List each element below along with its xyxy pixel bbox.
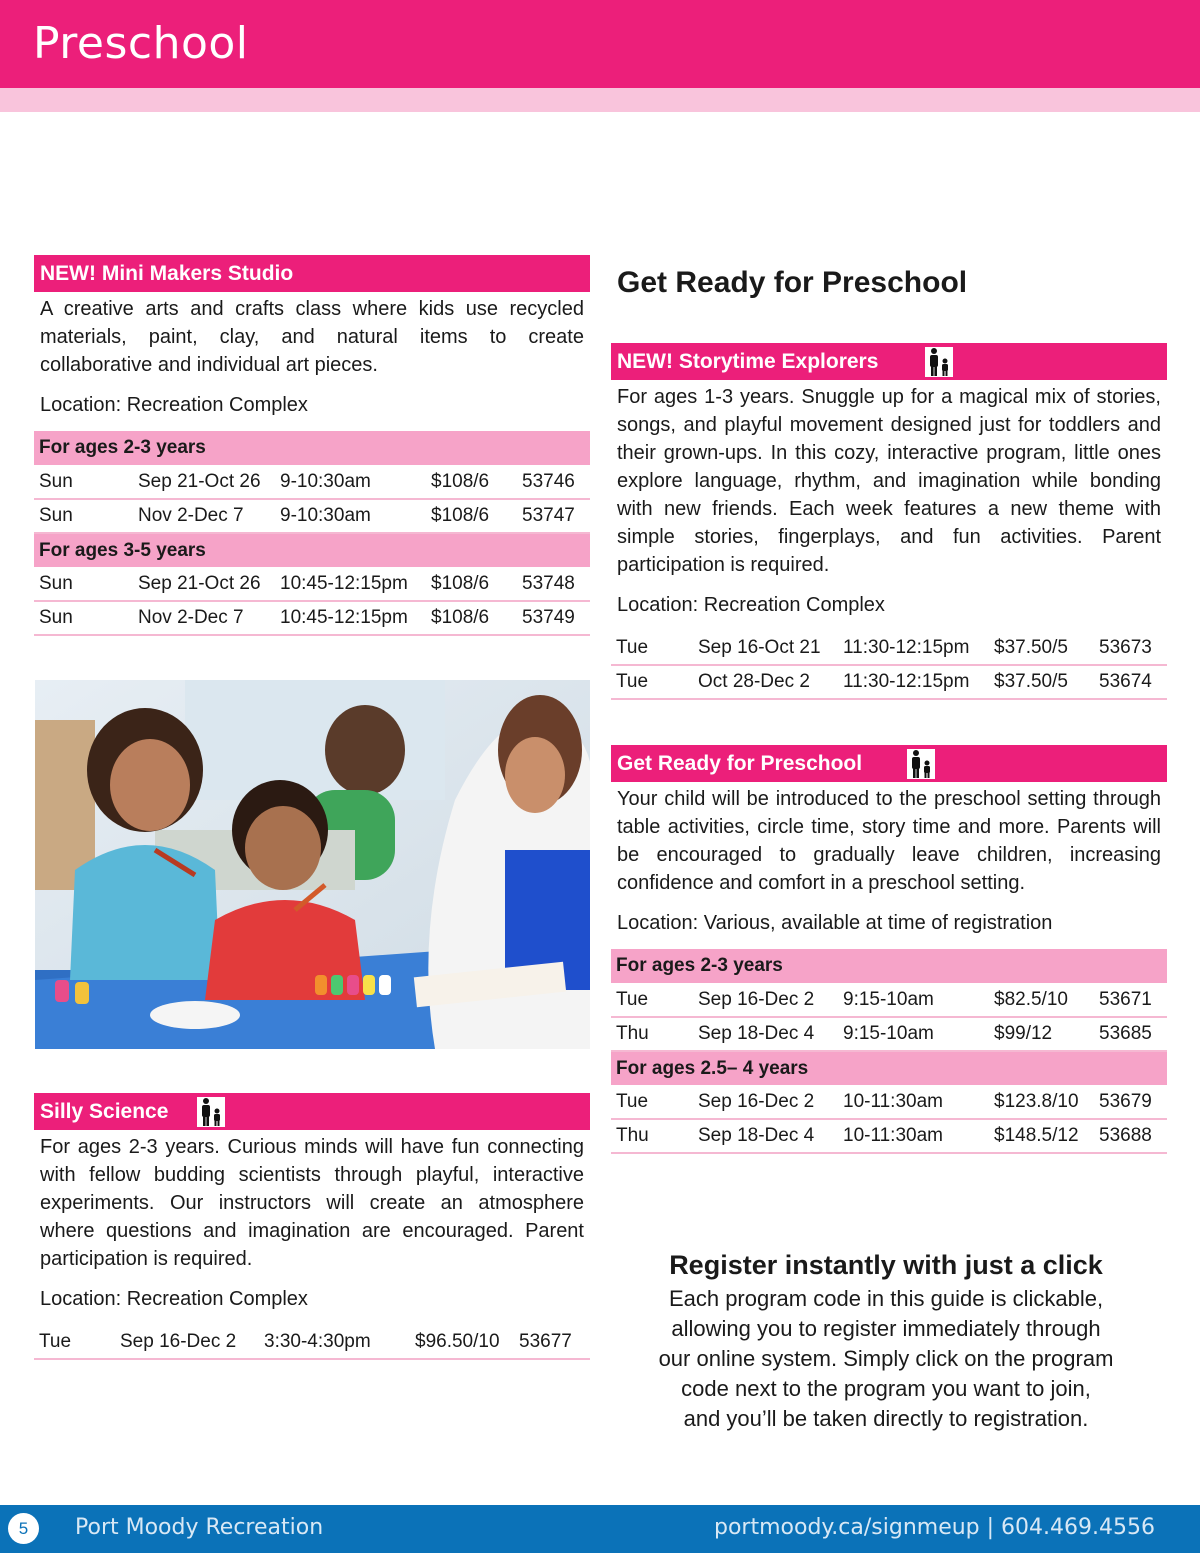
register-line: allowing you to register immediately through	[671, 1316, 1101, 1341]
time: 9-10:30am	[275, 499, 426, 533]
program-description: For ages 2-3 years. Curious minds will have fun connecting with fellow budding scientists through playful, interactive experiments. Our instructors will create an atmosphere where questions and imagination are encouraged. Parent participation is required.	[40, 1136, 584, 1270]
program-title-storytime	[611, 343, 1167, 380]
day: Sun	[34, 567, 133, 601]
program-description: Your child will be introduced to the preschool setting through table activities, circle time, story time and more. Parents will be encouraged to gradually leave children, increasing confidence and comfort in a preschool setting.	[617, 788, 1161, 894]
schedule-table-get-ready	[611, 949, 1167, 1154]
left-column	[34, 255, 590, 636]
program-title-text: Get Ready for Preschool	[617, 752, 863, 775]
day: Tue	[611, 983, 693, 1017]
dates: Oct 28-Dec 2	[693, 665, 838, 699]
table-row	[34, 465, 590, 499]
program-code-link[interactable]: 53746	[517, 465, 590, 499]
fee: $96.50/10	[410, 1325, 514, 1359]
register-title: Register instantly with just a click	[669, 1250, 1103, 1280]
day: Sun	[34, 601, 133, 635]
fee: $108/6	[426, 567, 517, 601]
program-code-link[interactable]: 53748	[517, 567, 590, 601]
fee: $108/6	[426, 499, 517, 533]
silly-science-section	[34, 1093, 590, 1360]
fee: $37.50/5	[989, 631, 1094, 665]
register-body	[612, 1284, 1160, 1434]
time: 9-10:30am	[275, 465, 426, 499]
classroom-photo	[35, 680, 590, 1049]
time: 10:45-12:15pm	[275, 601, 426, 635]
fee: $37.50/5	[989, 665, 1094, 699]
age-group-label: For ages 3-5 years	[34, 533, 590, 567]
table-row	[611, 631, 1167, 665]
section-title: Get Ready for Preschool	[617, 266, 968, 299]
register-line: code next to the program you want to join,	[681, 1376, 1091, 1401]
fee: $108/6	[426, 601, 517, 635]
time: 9:15-10am	[838, 983, 989, 1017]
day: Sun	[34, 465, 133, 499]
program-code-link[interactable]: 53747	[517, 499, 590, 533]
parent-participation-icon	[197, 1097, 225, 1127]
day: Tue	[611, 1085, 693, 1119]
dates: Sep 21-Oct 26	[133, 567, 275, 601]
dates: Nov 2-Dec 7	[133, 601, 275, 635]
table-row	[34, 1325, 590, 1359]
day: Tue	[611, 631, 693, 665]
program-title-text: NEW! Storytime Explorers	[617, 350, 879, 373]
register-line: our online system. Simply click on the program	[658, 1346, 1114, 1371]
program-code-link[interactable]: 53671	[1094, 983, 1167, 1017]
program-code-link[interactable]: 53685	[1094, 1017, 1167, 1051]
program-location: Location: Recreation Complex	[40, 394, 308, 416]
table-row	[34, 567, 590, 601]
schedule-table-storytime	[611, 631, 1167, 700]
time: 3:30-4:30pm	[259, 1325, 410, 1359]
day: Tue	[34, 1325, 115, 1359]
dates: Nov 2-Dec 7	[133, 499, 275, 533]
header-band	[0, 88, 1200, 112]
page-number: 5	[8, 1513, 39, 1544]
footer-org-name: Port Moody Recreation	[75, 1515, 324, 1540]
fee: $108/6	[426, 465, 517, 499]
dates: Sep 16-Dec 2	[693, 983, 838, 1017]
schedule-table-silly-science	[34, 1325, 590, 1360]
program-code-link[interactable]: 53674	[1094, 665, 1167, 699]
dates: Sep 18-Dec 4	[693, 1119, 838, 1153]
dates: Sep 16-Oct 21	[693, 631, 838, 665]
program-title-get-ready	[611, 745, 1167, 782]
dates: Sep 18-Dec 4	[693, 1017, 838, 1051]
table-row	[611, 1119, 1167, 1153]
dates: Sep 16-Dec 2	[693, 1085, 838, 1119]
register-info	[612, 1248, 1160, 1434]
program-code-link[interactable]: 53688	[1094, 1119, 1167, 1153]
time: 10-11:30am	[838, 1085, 989, 1119]
age-group-label: For ages 2.5– 4 years	[611, 1051, 1167, 1085]
time: 11:30-12:15pm	[838, 665, 989, 699]
table-row	[611, 665, 1167, 699]
day: Sun	[34, 499, 133, 533]
dates: Sep 21-Oct 26	[133, 465, 275, 499]
fee: $123.8/10	[989, 1085, 1094, 1119]
program-location: Location: Various, available at time of registration	[617, 912, 1053, 934]
day: Thu	[611, 1119, 693, 1153]
table-row	[611, 983, 1167, 1017]
time: 11:30-12:15pm	[838, 631, 989, 665]
get-ready-section	[611, 745, 1167, 1154]
age-group-label: For ages 2-3 years	[34, 431, 590, 465]
day: Thu	[611, 1017, 693, 1051]
schedule-table-mini-makers	[34, 431, 590, 636]
table-row	[34, 499, 590, 533]
time: 9:15-10am	[838, 1017, 989, 1051]
table-row	[34, 601, 590, 635]
register-line: Each program code in this guide is clickable,	[668, 1286, 1104, 1311]
footer-contact-link[interactable]: portmoody.ca/signmeup | 604.469.4556	[714, 1515, 1155, 1540]
table-row	[611, 1017, 1167, 1051]
parent-participation-icon	[925, 347, 953, 377]
time: 10:45-12:15pm	[275, 567, 426, 601]
parent-participation-icon	[907, 749, 935, 779]
time: 10-11:30am	[838, 1119, 989, 1153]
program-description: For ages 1-3 years. Snuggle up for a magical mix of stories, songs, and playful movement designed just for toddlers and their grown-ups. In this cozy, interactive program, little ones explore language, rhythm, and imagination while bonding with new friends. Each week features a new theme with simple stories, fingerplays, and fun activities. Parent participation is required.	[617, 386, 1161, 576]
age-group-row	[611, 949, 1167, 983]
age-group-row	[34, 533, 590, 567]
program-description: A creative arts and crafts class where kids use recycled materials, paint, clay, and natural items to create collaborative and individual art pieces.	[40, 298, 584, 376]
program-title-mini-makers: NEW! Mini Makers Studio	[34, 255, 590, 292]
program-code-link[interactable]: 53679	[1094, 1085, 1167, 1119]
age-group-row	[611, 1051, 1167, 1085]
storytime-section	[611, 343, 1167, 700]
program-code-link[interactable]: 53677	[514, 1325, 590, 1359]
age-group-label: For ages 2-3 years	[611, 949, 1167, 983]
fee: $99/12	[989, 1017, 1094, 1051]
program-title-silly-science	[34, 1093, 590, 1130]
fee: $82.5/10	[989, 983, 1094, 1017]
program-location: Location: Recreation Complex	[617, 594, 885, 616]
register-line: and you’ll be taken directly to registration.	[683, 1406, 1089, 1431]
page-title: Preschool	[33, 18, 249, 69]
program-code-link[interactable]: 53673	[1094, 631, 1167, 665]
table-row	[611, 1085, 1167, 1119]
age-group-row	[34, 431, 590, 465]
program-code-link[interactable]: 53749	[517, 601, 590, 635]
day: Tue	[611, 665, 693, 699]
program-title-text: Silly Science	[40, 1100, 169, 1123]
dates: Sep 16-Dec 2	[115, 1325, 259, 1359]
program-location: Location: Recreation Complex	[40, 1288, 308, 1310]
fee: $148.5/12	[989, 1119, 1094, 1153]
